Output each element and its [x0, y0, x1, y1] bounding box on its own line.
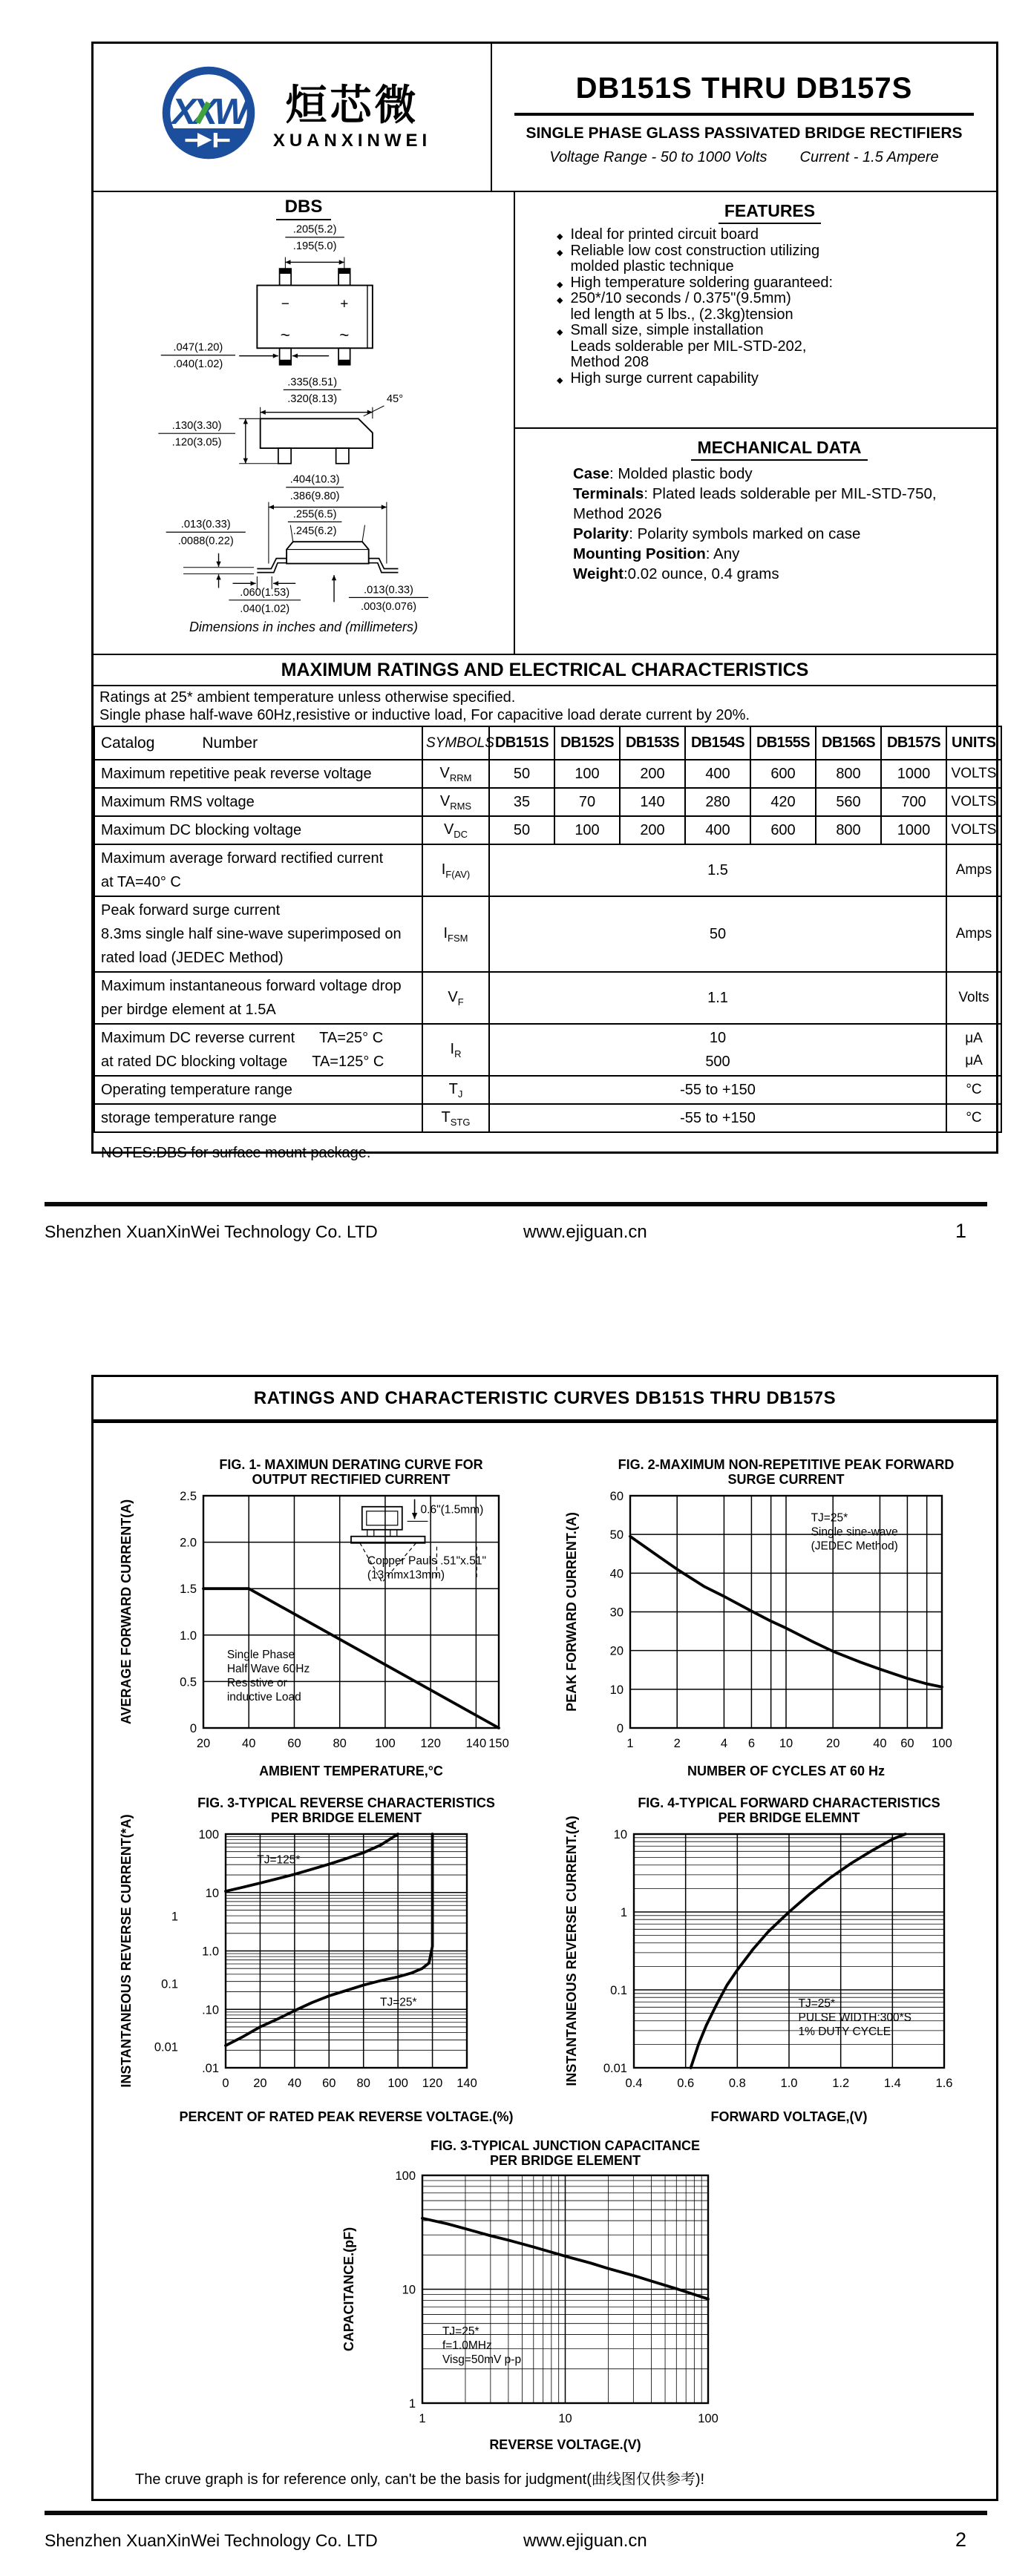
- svg-text:FORWARD VOLTAGE,(V): FORWARD VOLTAGE,(V): [710, 2109, 868, 2124]
- svg-text:10: 10: [205, 1886, 219, 1900]
- mechanical-heading: MECHANICAL DATA: [691, 438, 867, 461]
- logo-monogram: XXW: [171, 91, 246, 132]
- bullet-icon: ◆: [557, 296, 563, 305]
- svg-text:.013(0.33): .013(0.33): [180, 519, 231, 531]
- package-drawing-panel: [94, 192, 515, 654]
- svg-text:0.5: 0.5: [180, 1675, 197, 1689]
- fig1-chart: [114, 1454, 530, 1784]
- range-line: [492, 149, 996, 166]
- svg-text:PER BRIDGE ELEMNT: PER BRIDGE ELEMNT: [718, 1810, 860, 1825]
- svg-text:Half Wave 60Hz: Half Wave 60Hz: [226, 1663, 310, 1676]
- page1-footer: [45, 1202, 987, 1243]
- svg-text:10: 10: [558, 2412, 572, 2425]
- svg-text:.01: .01: [202, 2062, 219, 2075]
- table-row: Maximum instantaneous forward voltage drop per birdge element at 1.5A $V_F$ 1.1 Volts: [94, 972, 1001, 1024]
- col-header-symbols: SYMBOLS: [422, 726, 489, 760]
- mechanical-line: Terminals: Plated leads solderable per MIL-STD-750,: [573, 485, 937, 502]
- title-block: [492, 44, 996, 191]
- feature-item: ◆ High surge current capability: [557, 369, 759, 387]
- svg-text:1.0: 1.0: [202, 1945, 219, 1959]
- svg-text:1.0: 1.0: [180, 1629, 197, 1643]
- svg-text:1.0: 1.0: [780, 2077, 798, 2090]
- svg-text:Visg=50mV p-p: Visg=50mV p-p: [442, 2353, 522, 2366]
- package-name: DBS: [276, 197, 332, 217]
- svg-text:1: 1: [419, 2412, 426, 2425]
- svg-text:Resistive or: Resistive or: [226, 1677, 287, 1690]
- table-row: Maximum DC blocking voltage $V_{DC}$ 50 100 200 400 600 800 1000 VOLTS: [94, 816, 1001, 844]
- page-2: [91, 1375, 998, 2501]
- svg-text:f=1.0MHz: f=1.0MHz: [442, 2339, 492, 2352]
- svg-text:1: 1: [408, 2397, 416, 2411]
- ratings-conditions: Ratings at 25* ambient temperature unless otherwise specified. Single phase half-wave 60Hz,resistive or inductive load, For capacitive load derate current by 20%.: [99, 689, 750, 723]
- svg-text:.195(5.0): .195(5.0): [292, 240, 337, 253]
- svg-text:120: 120: [420, 1737, 441, 1750]
- svg-text:80: 80: [333, 1737, 347, 1750]
- table-row: storage temperature range $T_{STG}$ -55 to +150 °C: [94, 1104, 1001, 1132]
- svg-text:FIG. 2-MAXIMUM NON-REPETITIVE: FIG. 2-MAXIMUM NON-REPETITIVE PEAK FORWARD: [618, 1457, 955, 1472]
- svg-text:.255(6.5): .255(6.5): [292, 508, 337, 521]
- svg-text:60: 60: [322, 2077, 336, 2090]
- mechanical-line: Weight:0.02 ounce, 0.4 grams: [573, 565, 779, 582]
- svg-text:0.4: 0.4: [625, 2077, 643, 2090]
- svg-text:TJ=25*: TJ=25*: [798, 1997, 836, 2011]
- figure-fig5: [337, 2135, 753, 2462]
- svg-text:10: 10: [402, 2283, 416, 2297]
- svg-text:2.0: 2.0: [180, 1536, 197, 1550]
- svg-text:100: 100: [698, 2412, 719, 2425]
- svg-text:PERCENT OF RATED PEAK REVERSE: PERCENT OF RATED PEAK REVERSE VOLTAGE.(%): [179, 2109, 514, 2124]
- bullet-icon: ◆: [557, 232, 563, 241]
- svg-text:.245(6.2): .245(6.2): [292, 525, 337, 537]
- feature-item: ◆ Ideal for printed circuit board: [557, 226, 759, 243]
- svg-text:.040(1.02): .040(1.02): [240, 603, 290, 616]
- table-notes: NOTES:DBS for surface mount package.: [101, 1145, 371, 1161]
- svg-text:0.6"(1.5mm): 0.6"(1.5mm): [420, 1503, 484, 1517]
- figure-fig2: [560, 1454, 975, 1788]
- features-list: [557, 227, 983, 387]
- svg-text:20: 20: [196, 1737, 211, 1750]
- svg-text:inductive Load: inductive Load: [226, 1691, 301, 1704]
- svg-text:80: 80: [356, 2077, 370, 2090]
- svg-text:AMBIENT TEMPERATURE,°C: AMBIENT TEMPERATURE,°C: [259, 1764, 443, 1778]
- svg-text:(JEDEC Method): (JEDEC Method): [811, 1540, 898, 1553]
- svg-text:100: 100: [375, 1737, 396, 1750]
- footer-company: Shenzhen XuanXinWei Technology Co. LTD: [45, 1222, 378, 1241]
- svg-text:~: ~: [280, 325, 290, 344]
- svg-text:.320(8.13): .320(8.13): [287, 392, 338, 405]
- fig2-chart: [560, 1454, 975, 1784]
- fig3-chart: [114, 1793, 530, 2130]
- table-header-row: [94, 726, 1001, 760]
- svg-text:60: 60: [900, 1737, 914, 1750]
- svg-text:40: 40: [242, 1737, 256, 1750]
- figure-fig3: [114, 1793, 530, 2134]
- svg-text:2: 2: [673, 1737, 681, 1750]
- ratings-heading: MAXIMUM RATINGS AND ELECTRICAL CHARACTERISTICS: [94, 654, 996, 686]
- svg-text:.003(0.076): .003(0.076): [360, 600, 417, 613]
- svg-text:1.2: 1.2: [832, 2077, 850, 2090]
- brand-name-cn: 烜芯微: [285, 82, 419, 128]
- svg-text:.205(5.2): .205(5.2): [292, 223, 337, 236]
- brand-logo: [94, 44, 492, 191]
- svg-text:(13mmx13mm): (13mmx13mm): [367, 1568, 445, 1582]
- svg-text:1% DUTY CYCLE: 1% DUTY CYCLE: [798, 2025, 891, 2039]
- svg-text:INSTANTANEOUS REVERSE CURRENT(: INSTANTANEOUS REVERSE CURRENT(*A): [119, 1814, 134, 2088]
- svg-text:0.8: 0.8: [728, 2077, 746, 2090]
- svg-text:0: 0: [616, 1722, 623, 1735]
- current-rating: Current - 1.5 Ampere: [799, 148, 939, 165]
- svg-text:FIG. 3-TYPICAL REVERSE CHARACT: FIG. 3-TYPICAL REVERSE CHARACTERISTICS: [197, 1795, 495, 1810]
- svg-text:100: 100: [932, 1737, 952, 1750]
- logo-mark-icon: [153, 62, 264, 173]
- svg-text:TJ=25*: TJ=25*: [380, 1996, 417, 2009]
- feature-item: ◆ 250*/10 seconds / 0.375"(9.5mm) led length at 5 lbs., (2.3kg)tension: [557, 290, 793, 323]
- page2-footer: [45, 2511, 987, 2552]
- mechanical-line: Case: Molded plastic body: [573, 465, 753, 482]
- svg-text:FIG. 1- MAXIMUN DERATING CURVE: FIG. 1- MAXIMUN DERATING CURVE FOR: [219, 1457, 483, 1472]
- svg-text:FIG. 3-TYPICAL JUNCTION CAPACI: FIG. 3-TYPICAL JUNCTION CAPACITANCE: [430, 2138, 701, 2153]
- svg-text:20: 20: [826, 1737, 840, 1750]
- svg-text:REVERSE VOLTAGE.(V): REVERSE VOLTAGE.(V): [489, 2437, 641, 2452]
- svg-text:Single sine-wave: Single sine-wave: [811, 1525, 898, 1539]
- svg-text:Single Phase: Single Phase: [226, 1649, 295, 1662]
- svg-text:4: 4: [720, 1737, 728, 1750]
- svg-text:−: −: [281, 296, 289, 312]
- svg-text:Copper Pauls .51"x.51": Copper Pauls .51"x.51": [367, 1554, 486, 1568]
- svg-text:TJ=25*: TJ=25*: [811, 1511, 848, 1525]
- features-heading: FEATURES: [719, 201, 821, 224]
- package-outline-drawing: [103, 217, 504, 618]
- svg-text:.120(3.05): .120(3.05): [171, 436, 222, 449]
- svg-text:FIG. 4-TYPICAL FORWARD CHARACT: FIG. 4-TYPICAL FORWARD CHARACTERISTICS: [638, 1795, 940, 1810]
- svg-text:.386(9.80): .386(9.80): [289, 490, 340, 503]
- svg-text:1: 1: [620, 1906, 627, 1919]
- mechanical-data-section: [515, 429, 996, 654]
- svg-text:100: 100: [395, 2169, 416, 2183]
- col-header-part: DB152S: [554, 726, 620, 760]
- ratings-table: [94, 726, 1002, 1133]
- part-range-title: DB151S THRU DB157S: [514, 72, 974, 116]
- feature-item: ◆ Small size, simple installation Leads solderable per MIL-STD-202, Method 208: [557, 322, 807, 370]
- svg-text:100: 100: [387, 2077, 408, 2090]
- svg-text:PER BRIDGE ELEMENT: PER BRIDGE ELEMENT: [270, 1810, 422, 1825]
- reference-note: The cruve graph is for reference only, can't be the basis for judgment(曲线图仅供参考)!: [135, 2471, 705, 2488]
- svg-text:.335(8.51): .335(8.51): [287, 376, 338, 389]
- svg-text:NUMBER OF CYCLES AT 60 Hz: NUMBER OF CYCLES AT 60 Hz: [687, 1764, 886, 1778]
- table-row: Maximum RMS voltage $V_{RMS}$ 35 70 140 280 420 560 700 VOLTS: [94, 788, 1001, 816]
- svg-text:.047(1.20): .047(1.20): [173, 341, 223, 354]
- table-row: Maximum repetitive peak reverse voltage $V_{RRM}$ 50 100 200 400 600 800 1000 VOLTS: [94, 760, 1001, 788]
- svg-text:1.4: 1.4: [883, 2077, 901, 2090]
- voltage-range: Voltage Range - 50 to 1000 Volts: [549, 148, 767, 165]
- svg-text:6: 6: [747, 1737, 756, 1750]
- dimensions-caption: Dimensions in inches and (millimeters): [189, 620, 419, 634]
- svg-text:20: 20: [253, 2077, 267, 2090]
- svg-text:TJ=125*: TJ=125*: [257, 1853, 301, 1867]
- svg-text:.130(3.30): .130(3.30): [171, 420, 222, 433]
- mechanical-lines: [573, 464, 986, 584]
- svg-text:40: 40: [873, 1737, 887, 1750]
- svg-text:1.6: 1.6: [935, 2077, 953, 2090]
- svg-text:0.01: 0.01: [603, 2062, 627, 2075]
- svg-text:100: 100: [198, 1828, 219, 1841]
- svg-text:2.5: 2.5: [180, 1490, 197, 1503]
- col-header-part: DB156S: [816, 726, 881, 760]
- svg-text:30: 30: [609, 1606, 623, 1620]
- col-header-units: UNITS: [946, 726, 1001, 760]
- footer-page-number: 2: [955, 2529, 966, 2551]
- svg-text:10: 10: [613, 1828, 627, 1841]
- svg-text:150: 150: [488, 1737, 509, 1750]
- svg-text:OUTPUT RECTIFIED CURRENT: OUTPUT RECTIFIED CURRENT: [252, 1472, 451, 1487]
- col-header-part: DB157S: [881, 726, 946, 760]
- col-header-part: DB153S: [620, 726, 685, 760]
- svg-text:SURGE CURRENT: SURGE CURRENT: [727, 1472, 845, 1487]
- svg-text:1.5: 1.5: [180, 1583, 197, 1597]
- feature-item: ◆ Reliable low cost construction utilizing molded plastic technique: [557, 242, 820, 275]
- svg-text:20: 20: [609, 1644, 623, 1658]
- svg-text:AVERAGE FORWARD CURRENT(A): AVERAGE FORWARD CURRENT(A): [119, 1499, 134, 1725]
- svg-text:0.01: 0.01: [154, 2040, 178, 2054]
- col-header-part: DB154S: [685, 726, 750, 760]
- svg-text:.10: .10: [202, 2003, 219, 2017]
- svg-text:50: 50: [609, 1528, 623, 1542]
- svg-text:60: 60: [287, 1737, 301, 1750]
- svg-text:0: 0: [222, 2077, 229, 2090]
- svg-text:0: 0: [189, 1722, 197, 1735]
- svg-text:140: 140: [465, 1737, 487, 1750]
- tj-125-curve: [226, 1834, 398, 1891]
- svg-text:60: 60: [609, 1490, 623, 1503]
- svg-text:0.6: 0.6: [677, 2077, 695, 2090]
- svg-text:1: 1: [171, 1910, 178, 1924]
- feature-item: ◆ High temperature soldering guaranteed:: [557, 274, 834, 291]
- col-header-part: DB155S: [750, 726, 816, 760]
- svg-text:CAPACITANCE.(pF): CAPACITANCE.(pF): [341, 2227, 356, 2352]
- figure-fig1: [114, 1454, 530, 1788]
- svg-text:PULSE WIDTH:300*S: PULSE WIDTH:300*S: [798, 2011, 912, 2025]
- svg-text:.0088(0.22): .0088(0.22): [177, 535, 234, 548]
- svg-text:INSTANTANEOUS REVERSE CURRENT.: INSTANTANEOUS REVERSE CURRENT.(A): [564, 1816, 579, 2086]
- svg-text:40: 40: [609, 1567, 623, 1581]
- svg-text:~: ~: [339, 325, 350, 344]
- mechanical-line: Mounting Position: Any: [573, 545, 740, 562]
- svg-text:TJ=25*: TJ=25*: [442, 2324, 480, 2338]
- col-header-part: DB151S: [489, 726, 554, 760]
- footer-website[interactable]: www.ejiguan.cn: [523, 1222, 647, 1242]
- footer-rule: [45, 2511, 987, 2515]
- svg-text:.013(0.33): .013(0.33): [364, 584, 413, 597]
- svg-text:0.1: 0.1: [610, 1984, 627, 1997]
- svg-text:140: 140: [456, 2077, 477, 2090]
- fig5-chart: [337, 2135, 753, 2458]
- brand-name-latin: XUANXINWEI: [272, 131, 432, 151]
- svg-text:10: 10: [779, 1737, 793, 1750]
- svg-text:+: +: [340, 296, 349, 312]
- svg-text:40: 40: [287, 2077, 302, 2090]
- bullet-icon: ◆: [557, 280, 563, 289]
- fig4-chart: [560, 1793, 975, 2130]
- mechanical-line: Method 2026: [573, 505, 662, 522]
- svg-text:0.1: 0.1: [161, 1977, 178, 1991]
- device-subtitle: SINGLE PHASE GLASS PASSIVATED BRIDGE RECTIFIERS: [526, 124, 963, 142]
- table-row: Operating temperature range $T_J$ -55 to +150 °C: [94, 1076, 1001, 1104]
- svg-text:120: 120: [422, 2077, 443, 2090]
- svg-text:1: 1: [626, 1737, 634, 1750]
- table-row: Maximum DC reverse current TA=25° C at rated DC blocking voltage TA=125° C $I_R$ 10 500 μA μA: [94, 1024, 1001, 1076]
- bullet-icon: ◆: [557, 248, 563, 257]
- svg-text:PEAK FORWARD CURRENT.(A): PEAK FORWARD CURRENT.(A): [564, 1512, 579, 1712]
- footer-company: Shenzhen XuanXinWei Technology Co. LTD: [45, 2531, 378, 2550]
- header: [94, 44, 996, 192]
- page-1: [91, 42, 998, 1161]
- bullet-icon: ◆: [557, 328, 563, 337]
- table-row: Peak forward surge current 8.3ms single half sine-wave superimposed on rated load (JEDEC Method) $I_{FSM}$ 50 Amps: [94, 896, 1001, 972]
- svg-text:.040(1.02): .040(1.02): [173, 358, 223, 371]
- mechanical-line: Polarity: Polarity symbols marked on case: [573, 525, 861, 542]
- features-section: [515, 192, 996, 429]
- bullet-icon: ◆: [557, 375, 563, 385]
- col-header-catalog: Catalog Number: [94, 726, 422, 760]
- svg-text:.060(1.53): .060(1.53): [240, 586, 290, 599]
- svg-text:10: 10: [609, 1683, 623, 1697]
- figure-fig4: [560, 1793, 975, 2134]
- footer-website[interactable]: www.ejiguan.cn: [523, 2531, 647, 2551]
- footer-rule: [45, 1202, 987, 1206]
- curves-title: RATINGS AND CHARACTERISTIC CURVES DB151S THRU DB157S: [94, 1377, 996, 1423]
- svg-text:45°: 45°: [386, 392, 404, 405]
- table-row: Maximum average forward rectified current at TA=40° C $I_{F(AV)}$ 1.5 Amps: [94, 844, 1001, 896]
- svg-text:.404(10.3): .404(10.3): [289, 473, 340, 486]
- footer-page-number: 1: [955, 1220, 966, 1242]
- svg-text:PER BRIDGE ELEMENT: PER BRIDGE ELEMENT: [489, 2153, 641, 2168]
